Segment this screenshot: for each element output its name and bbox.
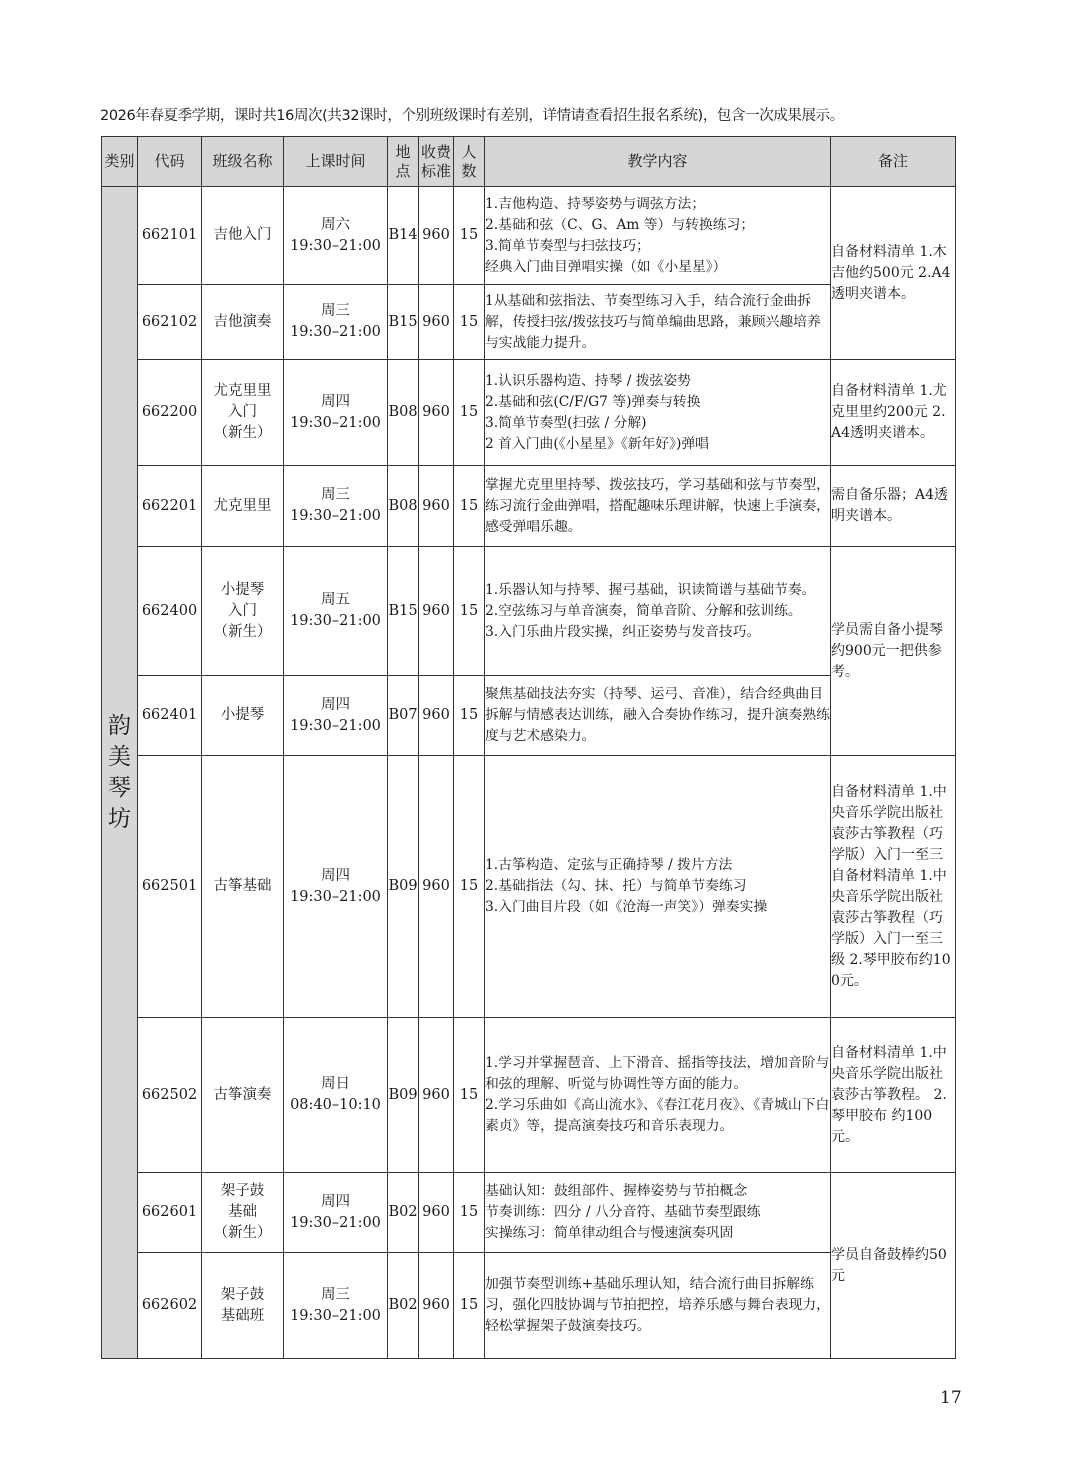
class-note: 学员自备鼓棒约50元 xyxy=(831,1173,956,1359)
class-code: 662101 xyxy=(138,187,202,285)
class-name: 古筝基础 xyxy=(202,756,284,1018)
class-name: 吉他演奏 xyxy=(202,285,284,360)
class-note: 自备材料清单 1.中央音乐学院出版社袁莎古筝教程（巧学版）入门一至三自备材料清单 1.中央音乐学院出版社袁莎古筝教程（巧学版）入门一至三级 2.琴甲胶布约100元。 xyxy=(831,756,956,1018)
table-row xyxy=(102,285,956,360)
class-name: 小提琴 xyxy=(202,676,284,756)
table-header-row xyxy=(102,137,956,187)
class-fee: 960 xyxy=(419,285,454,360)
class-count: 15 xyxy=(454,547,485,676)
class-name: 尤克里里 xyxy=(202,466,284,547)
class-fee: 960 xyxy=(419,1253,454,1359)
course-table xyxy=(101,136,956,1359)
class-code: 662200 xyxy=(138,360,202,466)
class-location: B15 xyxy=(388,285,419,360)
class-location: B02 xyxy=(388,1173,419,1253)
class-name: 架子鼓 基础班 xyxy=(202,1253,284,1359)
class-content: 1从基础和弦指法、节奏型练习入手，结合流行金曲拆解，传授扫弦/拨弦技巧与简单编曲思路，兼顾兴趣培养与实战能力提升。 xyxy=(485,285,831,360)
class-time: 周三 19:30–21:00 xyxy=(284,466,388,547)
class-count: 15 xyxy=(454,360,485,466)
class-location: B08 xyxy=(388,466,419,547)
class-count: 15 xyxy=(454,756,485,1018)
class-content: 1.乐器认知与持琴、握弓基础，识读简谱与基础节奏。 2.空弦练习与单音演奏，简单音阶、分解和弦训练。 3.入门乐曲片段实操，纠正姿势与发音技巧。 xyxy=(485,547,831,676)
class-count: 15 xyxy=(454,466,485,547)
class-fee: 960 xyxy=(419,1018,454,1173)
class-fee: 960 xyxy=(419,466,454,547)
class-name: 尤克里里 入门 （新生） xyxy=(202,360,284,466)
class-code: 662401 xyxy=(138,676,202,756)
header-location: 地 点 xyxy=(388,137,419,187)
class-fee: 960 xyxy=(419,676,454,756)
class-time: 周三 19:30–21:00 xyxy=(284,1253,388,1359)
table-row xyxy=(102,187,956,285)
header-time: 上课时间 xyxy=(284,137,388,187)
class-name: 架子鼓 基础 （新生） xyxy=(202,1173,284,1253)
header-category: 类别 xyxy=(102,137,138,187)
class-content: 基础认知：鼓组部件、握棒姿势与节拍概念 节奏训练：四分 / 八分音符、基础节奏型跟练 实操练习：简单律动组合与慢速演奏巩固 xyxy=(485,1173,831,1253)
page-number: 17 xyxy=(940,1388,962,1408)
class-time: 周六 19:30–21:00 xyxy=(284,187,388,285)
class-code: 662501 xyxy=(138,756,202,1018)
class-location: B09 xyxy=(388,756,419,1018)
class-content: 1.吉他构造、持琴姿势与调弦方法； 2.基础和弦（C、G、Am 等）与转换练习； 3.简单节奏型与扫弦技巧； 经典入门曲目弹唱实操（如《小星星》） xyxy=(485,187,831,285)
class-code: 662201 xyxy=(138,466,202,547)
class-fee: 960 xyxy=(419,187,454,285)
class-code: 662602 xyxy=(138,1253,202,1359)
class-time: 周四 19:30–21:00 xyxy=(284,1173,388,1253)
class-location: B02 xyxy=(388,1253,419,1359)
class-fee: 960 xyxy=(419,756,454,1018)
header-class-name: 班级名称 xyxy=(202,137,284,187)
class-time: 周四 19:30–21:00 xyxy=(284,676,388,756)
class-code: 662502 xyxy=(138,1018,202,1173)
class-content: 1.学习并掌握琶音、上下滑音、摇指等技法，增加音阶与和弦的理解、听觉与协调性等方面的能力。 2.学习乐曲如《高山流水》、《春江花月夜》、《青城山下白素贞》等，提高演奏技巧和音乐表现力。 xyxy=(485,1018,831,1173)
class-name: 小提琴 入门 （新生） xyxy=(202,547,284,676)
class-code: 662400 xyxy=(138,547,202,676)
category-cell xyxy=(102,187,138,1359)
class-time: 周三 19:30–21:00 xyxy=(284,285,388,360)
class-fee: 960 xyxy=(419,547,454,676)
class-content: 1.古筝构造、定弦与正确持琴 / 拨片方法 2.基础指法（勾、抹、托）与简单节奏练习 3.入门曲目片段（如《沧海一声笑》）弹奏实操 xyxy=(485,756,831,1018)
class-content: 1.认识乐器构造、持琴 / 拨弦姿势 2.基础和弦(C/F/G7 等)弹奏与转换 3.简单节奏型(扫弦 / 分解) 2 首入门曲(《小星星》《新年好》)弹唱 xyxy=(485,360,831,466)
class-fee: 960 xyxy=(419,1173,454,1253)
header-note: 备注 xyxy=(831,137,956,187)
table-row xyxy=(102,466,956,547)
class-name: 吉他入门 xyxy=(202,187,284,285)
class-time: 周五 19:30–21:00 xyxy=(284,547,388,676)
class-note: 自备材料清单 1.木吉他约500元 2.A4透明夹谱本。 xyxy=(831,187,956,360)
table-row xyxy=(102,1018,956,1173)
class-location: B14 xyxy=(388,187,419,285)
header-count: 人 数 xyxy=(454,137,485,187)
category-label: 韵美琴坊 xyxy=(108,712,131,832)
class-content: 聚焦基础技法夯实（持琴、运弓、音准），结合经典曲目拆解与情感表达训练，融入合奏协作练习，提升演奏熟练度与艺术感染力。 xyxy=(485,676,831,756)
header-content: 教学内容 xyxy=(485,137,831,187)
class-count: 15 xyxy=(454,1173,485,1253)
class-note: 需自备乐器；A4透明夹谱本。 xyxy=(831,466,956,547)
class-location: B07 xyxy=(388,676,419,756)
class-note: 自备材料清单 1.中央音乐学院出版社袁莎古筝教程。 2.琴甲胶布 约100元。 xyxy=(831,1018,956,1173)
class-code: 662601 xyxy=(138,1173,202,1253)
class-note: 学员需自备小提琴约900元一把供参考。 xyxy=(831,547,956,756)
class-content: 掌握尤克里里持琴、拨弦技巧，学习基础和弦与节奏型，练习流行金曲弹唱，搭配趣味乐理讲解，快速上手演奏，感受弹唱乐趣。 xyxy=(485,466,831,547)
class-count: 15 xyxy=(454,187,485,285)
class-time: 周四 19:30–21:00 xyxy=(284,756,388,1018)
class-name: 古筝演奏 xyxy=(202,1018,284,1173)
intro-text: 2026年春夏季学期，课时共16周次(共32课时，个别班级课时有差别，详情请查看招生报名系统)，包含一次成果展示。 xyxy=(100,108,844,124)
class-content: 加强节奏型训练+基础乐理认知，结合流行曲目拆解练习，强化四肢协调与节拍把控，培养乐感与舞台表现力，轻松掌握架子鼓演奏技巧。 xyxy=(485,1253,831,1359)
table-row xyxy=(102,676,956,756)
table-row xyxy=(102,756,956,1018)
class-count: 15 xyxy=(454,676,485,756)
class-time: 周日 08:40–10:10 xyxy=(284,1018,388,1173)
table-row xyxy=(102,1173,956,1253)
header-code: 代码 xyxy=(138,137,202,187)
class-location: B09 xyxy=(388,1018,419,1173)
class-location: B08 xyxy=(388,360,419,466)
table-row xyxy=(102,1253,956,1359)
header-fee: 收费 标准 xyxy=(419,137,454,187)
class-count: 15 xyxy=(454,1018,485,1173)
class-count: 15 xyxy=(454,1253,485,1359)
class-code: 662102 xyxy=(138,285,202,360)
class-time: 周四 19:30–21:00 xyxy=(284,360,388,466)
table-row xyxy=(102,360,956,466)
table-row xyxy=(102,547,956,676)
class-note: 自备材料清单 1.尤克里里约200元 2.A4透明夹谱本。 xyxy=(831,360,956,466)
class-fee: 960 xyxy=(419,360,454,466)
class-location: B15 xyxy=(388,547,419,676)
class-count: 15 xyxy=(454,285,485,360)
